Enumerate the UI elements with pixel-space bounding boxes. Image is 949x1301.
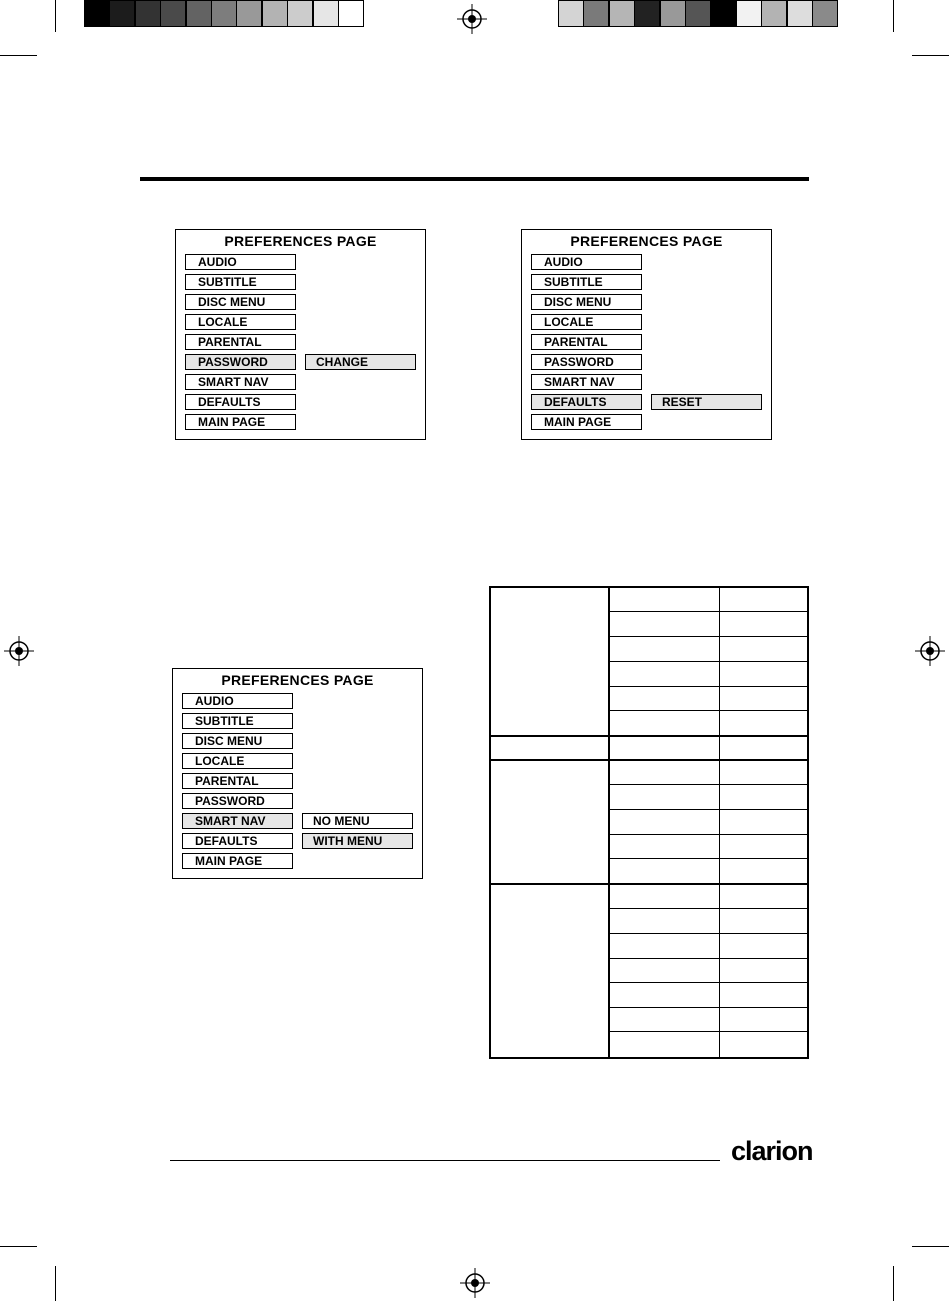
menu-item-parental[interactable]: PARENTAL (531, 334, 642, 350)
menu-item-disc-menu[interactable]: DISC MENU (185, 294, 296, 310)
color-swatch (135, 0, 161, 27)
color-swatch (558, 0, 584, 27)
color-swatch (761, 0, 787, 27)
menu-item-subtitle[interactable]: SUBTITLE (182, 713, 293, 729)
menu-item-audio[interactable]: AUDIO (182, 693, 293, 709)
clarion-logo: clarion (731, 1136, 813, 1166)
table-gridline (491, 735, 807, 737)
color-swatch (262, 0, 288, 27)
color-swatch (186, 0, 212, 27)
table-gridline (608, 588, 610, 1057)
menu-item-disc-menu[interactable]: DISC MENU (182, 733, 293, 749)
option-reset[interactable]: RESET (651, 394, 762, 410)
color-swatch (787, 0, 813, 27)
table-gridline (609, 809, 807, 810)
menu-item-smart-nav[interactable]: SMART NAV (185, 374, 296, 390)
menu-item-locale[interactable]: LOCALE (531, 314, 642, 330)
panel-title: PREFERENCES PAGE (570, 233, 723, 249)
color-swatch (609, 0, 635, 27)
color-swatch (685, 0, 711, 27)
menu-item-parental[interactable]: PARENTAL (182, 773, 293, 789)
table-gridline (609, 958, 807, 959)
menu-item-audio[interactable]: AUDIO (531, 254, 642, 270)
color-swatch (236, 0, 262, 27)
menu-item-defaults[interactable]: DEFAULTS (531, 394, 642, 410)
menu-item-smart-nav[interactable]: SMART NAV (182, 813, 293, 829)
menu-item-subtitle[interactable]: SUBTITLE (531, 274, 642, 290)
option-no-menu[interactable]: NO MENU (302, 813, 413, 829)
color-swatch (338, 0, 364, 27)
option-change[interactable]: CHANGE (305, 354, 416, 370)
color-swatch (736, 0, 762, 27)
crop-mark (55, 1266, 56, 1301)
table-gridline (609, 710, 807, 711)
panel-title: PREFERENCES PAGE (224, 233, 377, 249)
crop-mark (0, 1246, 37, 1247)
preferences-panel-smart-nav (172, 668, 423, 879)
menu-item-locale[interactable]: LOCALE (185, 314, 296, 330)
table-gridline (609, 784, 807, 785)
color-swatch (634, 0, 660, 27)
registration-mark-icon (4, 636, 34, 666)
table-gridline (609, 611, 807, 612)
table-gridline (609, 686, 807, 687)
table-gridline (609, 982, 807, 983)
option-with-menu[interactable]: WITH MENU (302, 833, 413, 849)
table-gridline (609, 834, 807, 835)
color-swatch (211, 0, 237, 27)
color-swatch (84, 0, 110, 27)
color-swatch (313, 0, 339, 27)
crop-mark (893, 0, 894, 32)
color-swatch (660, 0, 686, 27)
preferences-panel-defaults (521, 229, 772, 440)
color-swatch (160, 0, 186, 27)
menu-item-password[interactable]: PASSWORD (531, 354, 642, 370)
table-gridline (609, 858, 807, 859)
settings-table (489, 586, 809, 1059)
table-gridline (491, 759, 807, 761)
table-gridline (609, 636, 807, 637)
table-gridline (609, 661, 807, 662)
header-rule (140, 177, 809, 181)
footer-rule (170, 1160, 720, 1161)
crop-mark (893, 1266, 894, 1301)
table-gridline (609, 1007, 807, 1008)
table-gridline (491, 883, 807, 885)
menu-item-password[interactable]: PASSWORD (185, 354, 296, 370)
menu-item-main-page[interactable]: MAIN PAGE (185, 414, 296, 430)
color-swatch (287, 0, 313, 27)
menu-item-defaults[interactable]: DEFAULTS (185, 394, 296, 410)
table-gridline (609, 1031, 807, 1032)
color-swatch (109, 0, 135, 27)
menu-item-main-page[interactable]: MAIN PAGE (182, 853, 293, 869)
crop-mark (912, 55, 949, 56)
color-swatch (583, 0, 609, 27)
crop-mark (912, 1246, 949, 1247)
registration-mark-icon (457, 4, 487, 34)
menu-item-parental[interactable]: PARENTAL (185, 334, 296, 350)
color-swatch (812, 0, 838, 27)
menu-item-main-page[interactable]: MAIN PAGE (531, 414, 642, 430)
crop-mark (0, 55, 37, 56)
menu-item-audio[interactable]: AUDIO (185, 254, 296, 270)
table-gridline (719, 588, 720, 1057)
menu-item-password[interactable]: PASSWORD (182, 793, 293, 809)
registration-mark-icon (915, 636, 945, 666)
color-swatch (710, 0, 736, 27)
menu-item-subtitle[interactable]: SUBTITLE (185, 274, 296, 290)
table-gridline (609, 908, 807, 909)
menu-item-disc-menu[interactable]: DISC MENU (531, 294, 642, 310)
preferences-panel-password (175, 229, 426, 440)
panel-title: PREFERENCES PAGE (221, 672, 374, 688)
registration-mark-icon (460, 1268, 490, 1298)
crop-mark (55, 0, 56, 32)
table-gridline (609, 933, 807, 934)
menu-item-smart-nav[interactable]: SMART NAV (531, 374, 642, 390)
menu-item-locale[interactable]: LOCALE (182, 753, 293, 769)
menu-item-defaults[interactable]: DEFAULTS (182, 833, 293, 849)
